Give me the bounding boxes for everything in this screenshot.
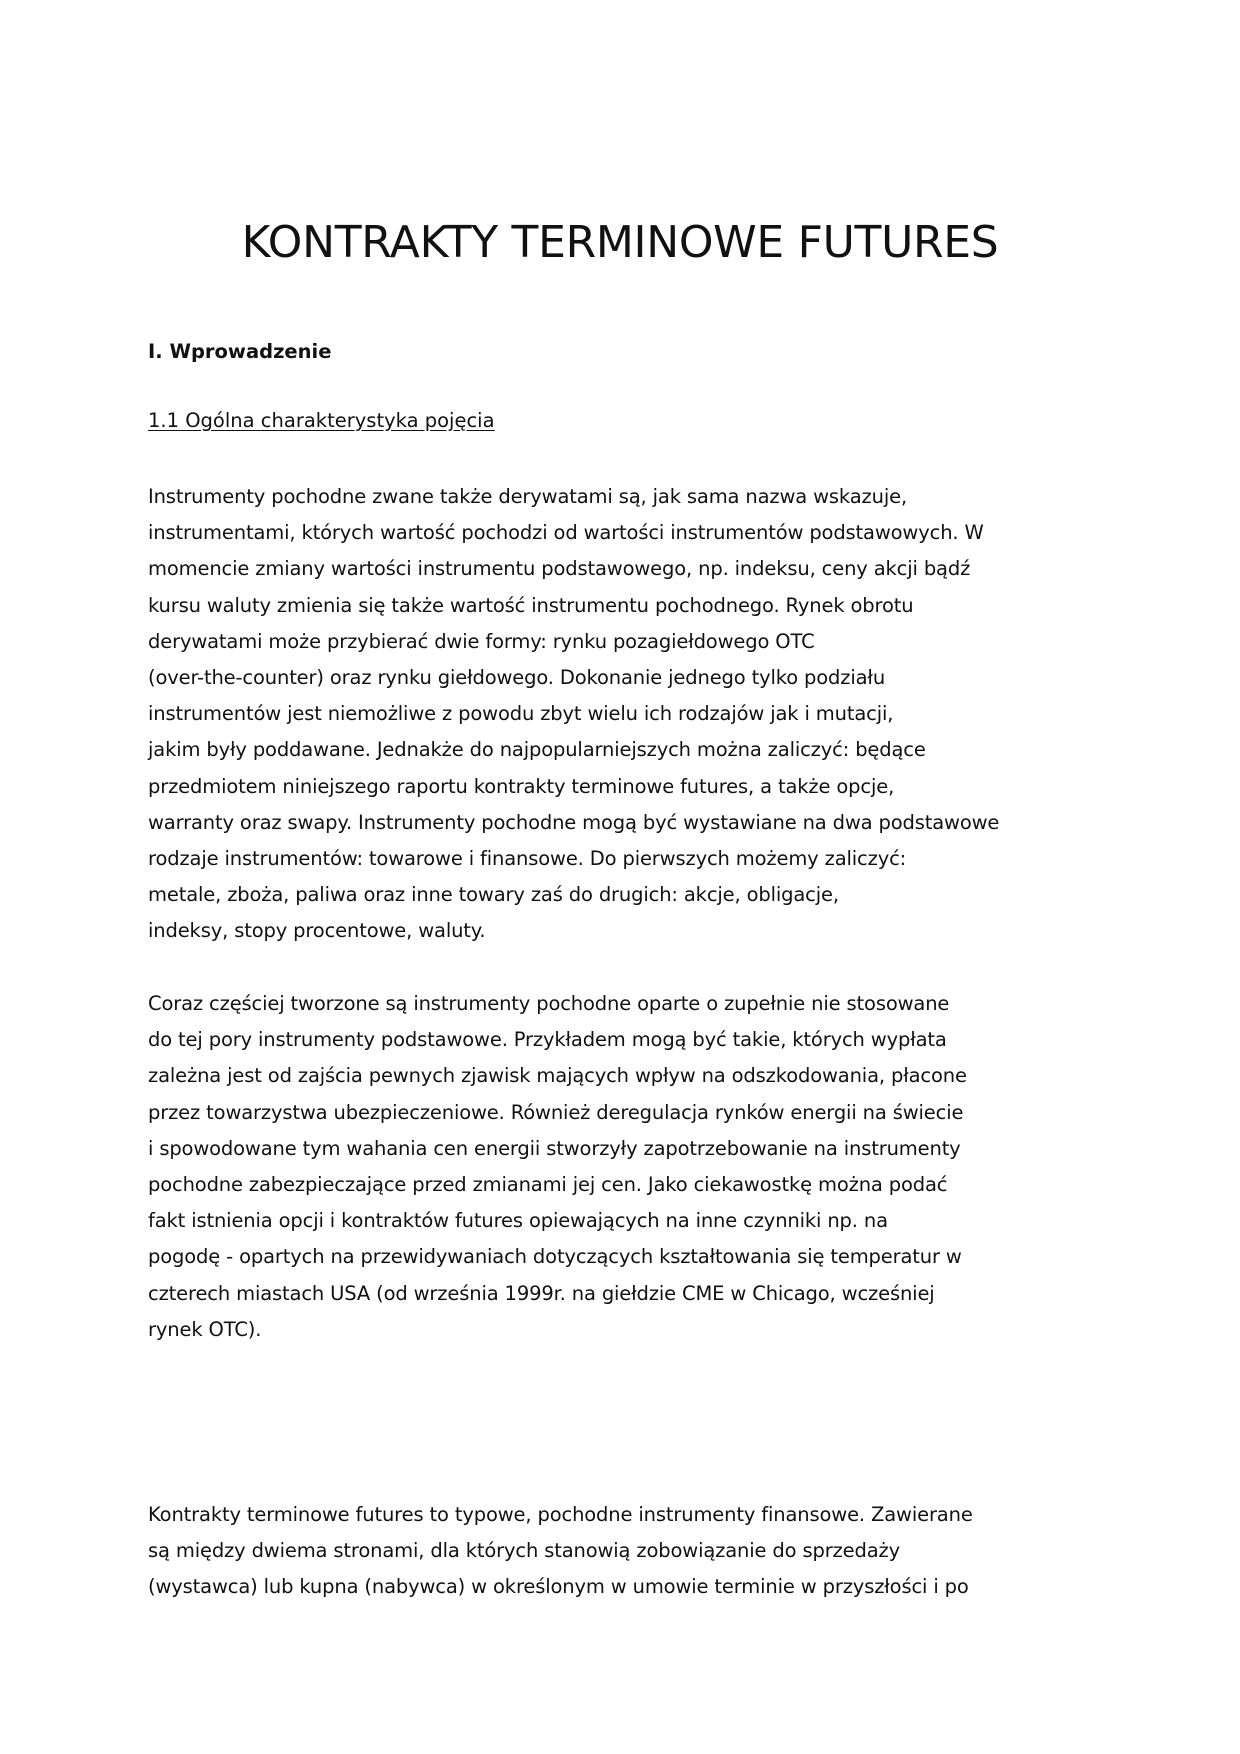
text-line: Instrumenty pochodne zwane także derywatami są, jak sama nazwa wskazuje, [148,485,907,508]
text-line: Kontrakty terminowe futures to typowe, pochodne instrumenty finansowe. Zawierane [148,1503,973,1526]
paragraph-futures-definition [148,1497,973,1606]
document-title: KONTRAKTY TERMINOWE FUTURES [241,217,999,268]
text-line: jakim były poddawane. Jednakże do najpopularniejszych można zaliczyć: będące [148,738,926,762]
text-line: przedmiotem niniejszego raportu kontrakty terminowe futures, a także opcje, [148,774,895,798]
text-line: czterech miastach USA (od września 1999r. na giełdzie CME w Chicago, wcześniej [148,1281,935,1305]
text-line: indeksy, stopy procentowe, waluty. [148,919,486,943]
text-line: metale, zboża, paliwa oraz inne towary zaś do drugich: akcje, obligacje, [148,883,839,907]
text-line: fakt istnienia opcji i kontraktów futures opiewających na inne czynniki np. na [148,1209,888,1233]
text-line: rynek OTC). [148,1317,262,1341]
text-line: derywatami może przybierać dwie formy: rynku pozagiełdowego OTC [148,629,815,653]
text-line: przez towarzystwa ubezpieczeniowe. Również deregulacja rynków energii na świecie [148,1100,964,1124]
text-line: instrumentami, których wartość pochodzi od wartości instrumentów podstawowych. W [148,521,984,545]
text-line: instrumentów jest niemożliwe z powodu zbyt wielu ich rodzajów jak i mutacji, [148,702,894,726]
text-line: rodzaje instrumentów: towarowe i finansowe. Do pierwszych możemy zaliczyć: [148,847,907,871]
paragraph-new-underlying-instruments [148,986,967,1348]
text-line: warranty oraz swapy. Instrumenty pochodne mogą być wystawiane na dwa podstawowe [148,810,1000,834]
section-heading-introduction: I. Wprowadzenie [148,340,332,363]
text-line: zależna jest od zajścia pewnych zjawisk mających wpływ na odszkodowania, płacone [148,1064,967,1088]
text-line: pogodę - opartych na przewidywaniach dotyczących kształtowania się temperatur w [148,1245,962,1269]
text-line: Coraz częściej tworzone są instrumenty pochodne oparte o zupełnie nie stosowane [148,992,950,1015]
text-line: (over-the-counter) oraz rynku giełdowego. Dokonanie jednego tylko podziału [148,666,886,690]
text-line: i spowodowane tym wahania cen energii stworzyły zapotrzebowanie na instrumenty [148,1136,961,1160]
text-line: pochodne zabezpieczające przed zmianami jej cen. Jako ciekawostkę można podać [148,1173,948,1197]
text-line: do tej pory instrumenty podstawowe. Przykładem mogą być takie, których wypłata [148,1028,947,1052]
text-line: kursu waluty zmienia się także wartość instrumentu pochodnego. Rynek obrotu [148,593,914,617]
text-line: (wystawca) lub kupna (nabywca) w określonym w umowie terminie w przyszłości i po [148,1575,969,1599]
text-line: są między dwiema stronami, dla których stanowią zobowiązanie do sprzedaży [148,1539,900,1563]
text-line: momencie zmiany wartości instrumentu podstawowego, np. indeksu, ceny akcji bądź [148,557,971,581]
subsection-heading-general-characteristics: 1.1 Ogólna charakterystyka pojęcia [148,409,495,432]
paragraph-derivatives-intro [148,479,999,950]
